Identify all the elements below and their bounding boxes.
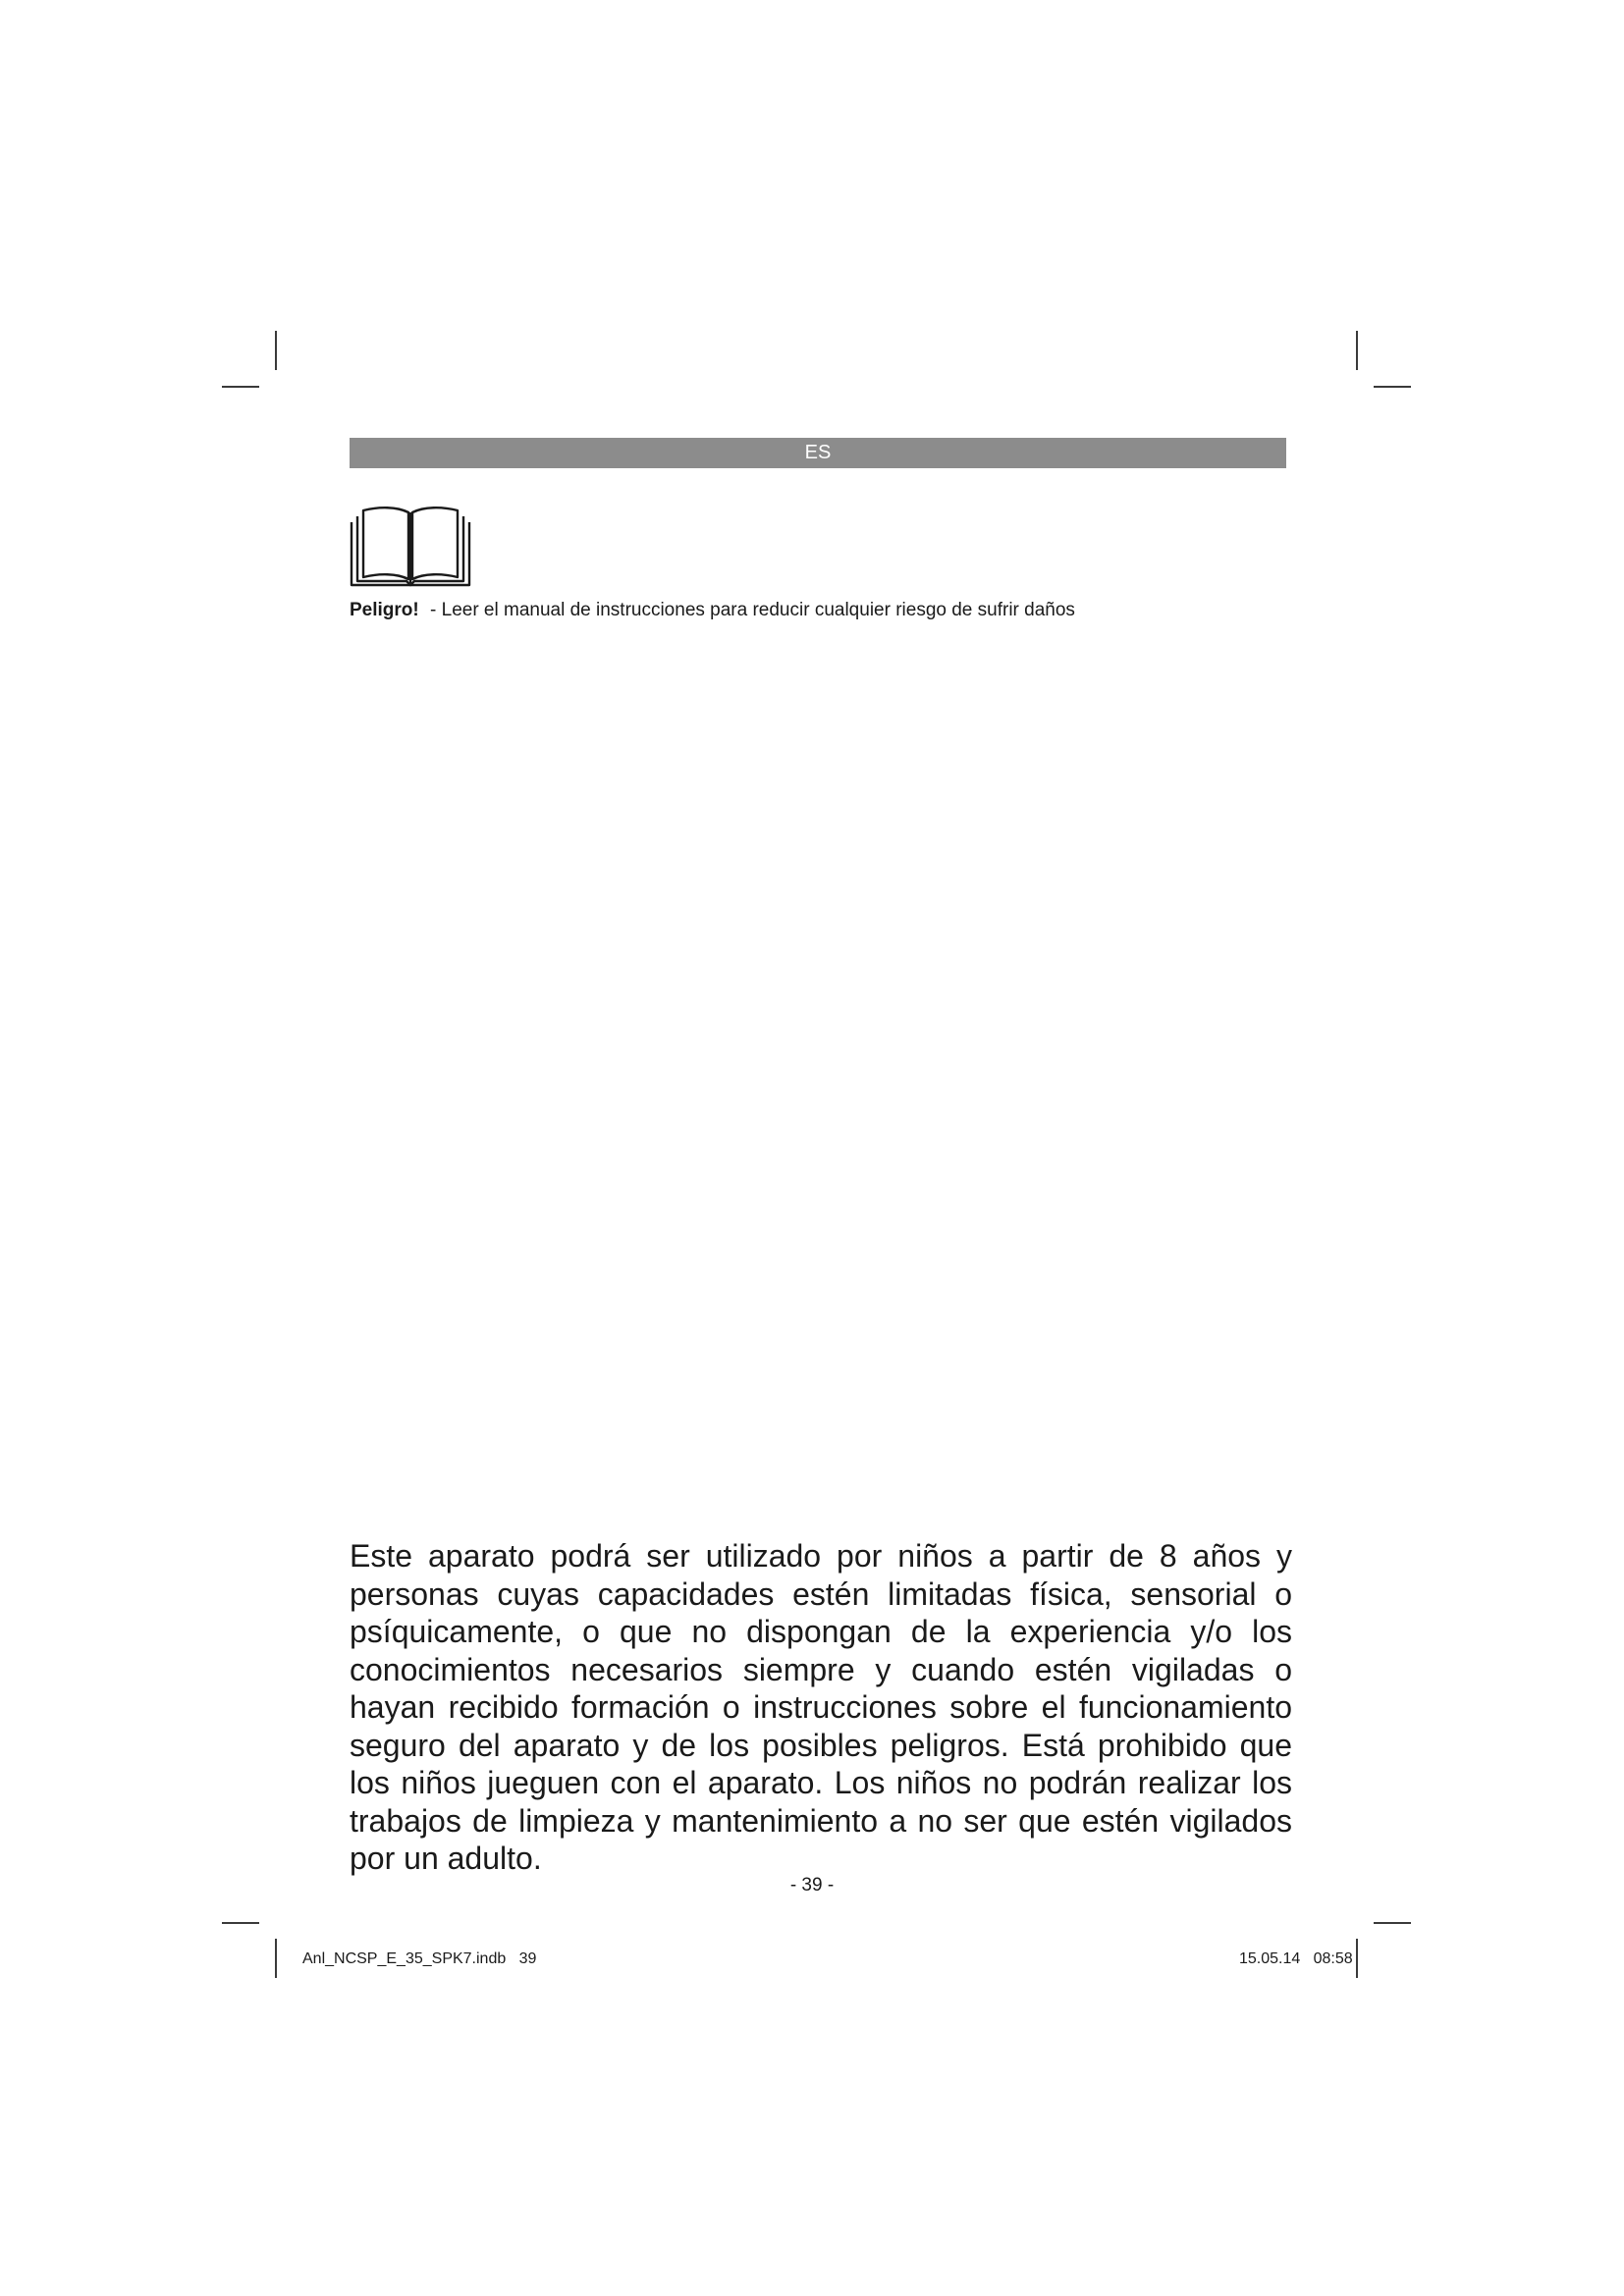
- crop-mark-top-left-horizontal: [222, 386, 259, 388]
- crop-mark-bottom-left-horizontal: [222, 1922, 259, 1924]
- open-book-icon: [350, 503, 471, 587]
- warning-label: Peligro!: [350, 600, 419, 620]
- page-number: - 39 -: [789, 1875, 835, 1896]
- warning-line: [350, 598, 1075, 623]
- crop-mark-bottom-left-vertical: [275, 1939, 277, 1978]
- language-code: ES: [804, 442, 832, 463]
- crop-mark-bottom-right-vertical: [1356, 1939, 1358, 1978]
- crop-mark-top-left-vertical: [275, 331, 277, 370]
- language-header-bar: [350, 438, 1286, 468]
- print-file-slug: Anl_NCSP_E_35_SPK7.indb 39: [302, 1950, 537, 1967]
- print-date-time: 15.05.14 08:58: [1239, 1950, 1353, 1967]
- crop-mark-bottom-right-horizontal: [1374, 1922, 1411, 1924]
- safety-paragraph: Este aparato podrá ser utilizado por niños a partir de 8 años y personas cuyas capacidades estén limitadas física, sensorial o psíquicamente, o que no dispongan de la experiencia y/o los conocimientos necesarios siempre y cuando estén vigiladas o hayan recibido formación o instrucciones sobre el funcionamiento seguro del aparato y de los posibles peligros. Está prohibido que los niños jueguen con el aparato. Los niños no podrán realizar los trabajos de limpieza y mantenimiento a no ser que estén vigilados por un adulto.: [350, 1538, 1292, 1876]
- crop-mark-top-right-vertical: [1356, 331, 1358, 370]
- warning-text: - Leer el manual de instrucciones para reducir cualquier riesgo de sufrir daños: [430, 600, 1075, 620]
- crop-mark-top-right-horizontal: [1374, 386, 1411, 388]
